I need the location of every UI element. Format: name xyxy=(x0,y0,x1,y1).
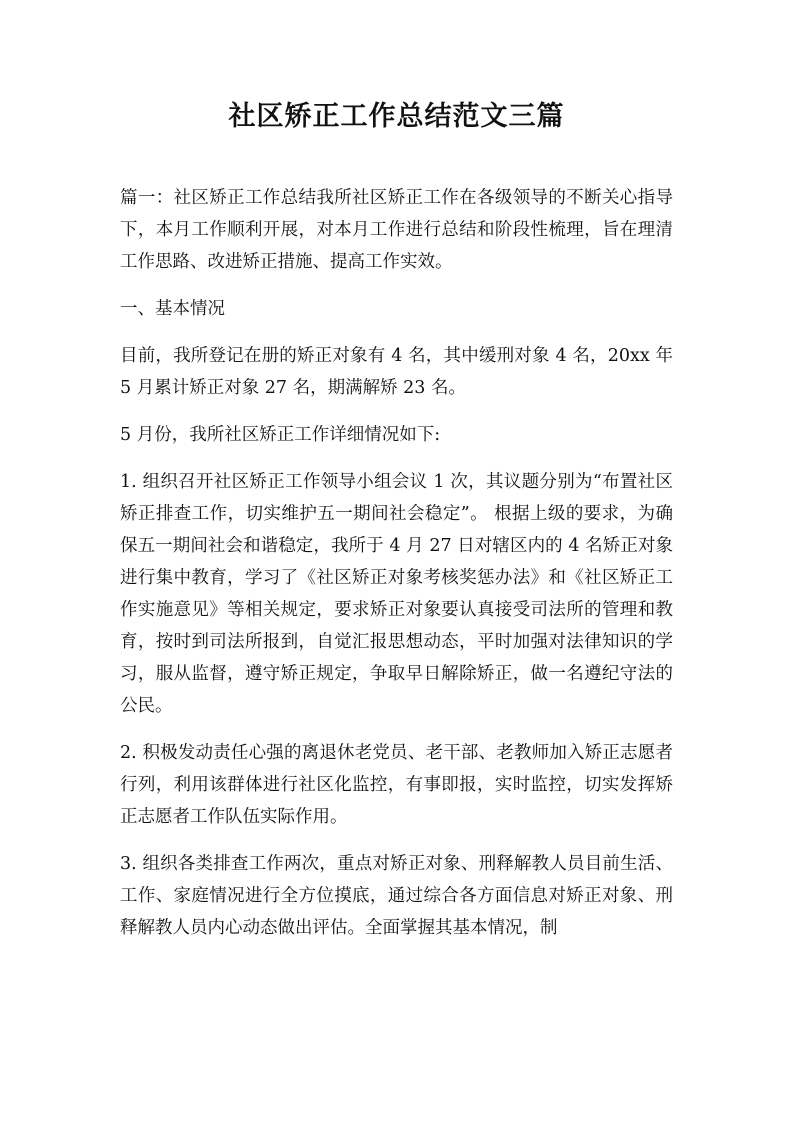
paragraph-may-details-intro: 5 月份，我所社区矫正工作详细情况如下: xyxy=(120,425,441,445)
section-heading-basic-situation: 一、基本情况 xyxy=(120,299,225,319)
list-item-2: 2. 积极发动责任心强的离退休老党员、老干部、老教师加入矫正志愿者行列，利用该群体进行社区化监控，有事即报，实时监控，切实发挥矫正志愿者工作队伍实际作用。 xyxy=(120,743,673,827)
paragraph-intro: 篇一：社区矫正工作总结我所社区矫正工作在各级领导的不断关心指导下，本月工作顺利开展，对本月工作进行总结和阶段性梳理，旨在理清工作思路、改进矫正措施、提高工作实效。 xyxy=(120,188,673,272)
document-title: 社区矫正工作总结范文三篇 xyxy=(228,101,565,132)
list-item-1: 1. 组织召开社区矫正工作领导小组会议 1 次，其议题分别为“布置社区矫正排查工作，切实维护五一期间社会稳定”。 根据上级的要求，为确保五一期间社会和谐稳定，我所于 4 月 27 日对辖区内的 4 名矫正对象进行集中教育，学习了《社区矫正对象考核奖惩办法》和《社区矫正工作实施意见》等相关规定，要求矫正对象要认真接受司法所的管理和教育，按时到司法所报到，自觉汇报思想动态，平时加强对法律知识的学习，服从监督，遵守矫正规定，争取早日解除矫正，做一名遵纪守法的公民。 xyxy=(120,472,673,716)
list-item-3: 3. 组织各类排查工作两次，重点对矫正对象、刑释解教人员目前生活、工作、家庭情况进行全方位摸底，通过综合各方面信息对矫正对象、刑释解教人员内心动态做出评估。全面掌握其基本情况，制 xyxy=(120,854,673,938)
paragraph-current-status: 目前，我所登记在册的矫正对象有 4 名，其中缓刑对象 4 名，20xx 年 5 月累计矫正对象 27 名，期满解矫 23 名。 xyxy=(120,346,673,398)
